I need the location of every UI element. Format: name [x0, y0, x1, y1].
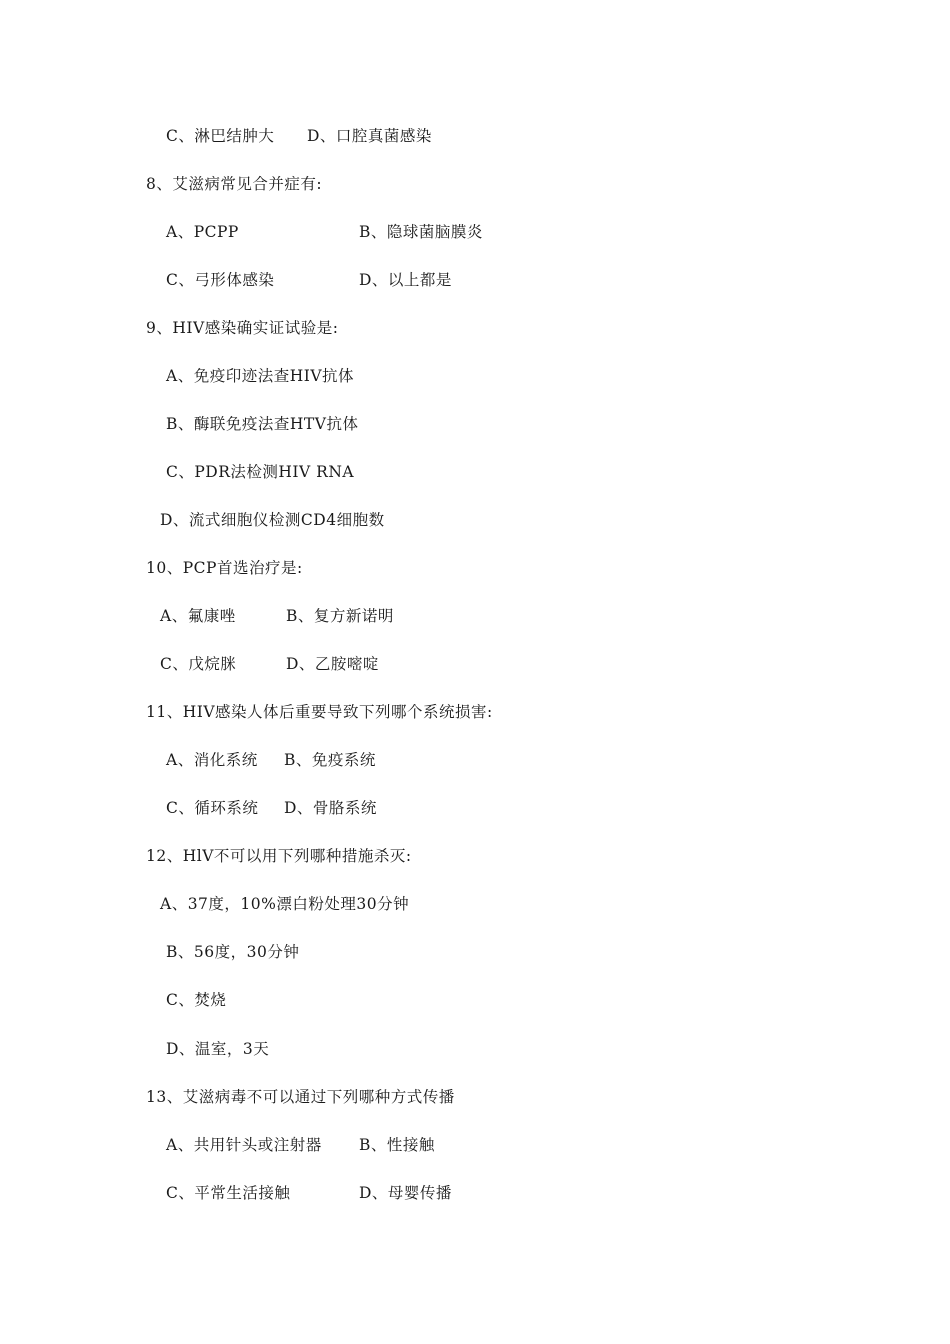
q7-option-d: D、口腔真菌感染	[307, 127, 432, 145]
q8-option-d: D、以上都是	[359, 271, 452, 289]
q10-option-a: A、氟康唑	[160, 607, 236, 625]
q12-option-a: A、37度，10%漂白粉处理30分钟	[160, 895, 410, 913]
q13-option-a: A、共用针头或注射器	[166, 1136, 322, 1154]
q12-option-c: C、焚烧	[166, 991, 227, 1009]
q9-stem: 9、HIV感染确实证试验是:	[146, 319, 339, 337]
q13-option-c: C、平常生活接触	[166, 1184, 291, 1202]
q8-option-c: C、弓形体感染	[166, 271, 275, 289]
q11-option-a: A、消化系统	[166, 751, 258, 769]
q12-stem: 12、HlV不可以用下列哪种措施杀灭:	[146, 847, 412, 865]
q13-option-b: B、性接触	[359, 1136, 435, 1154]
q10-option-d: D、乙胺嘧啶	[286, 655, 379, 673]
q8-stem: 8、艾滋病常见合并症有:	[146, 175, 323, 193]
q9-option-d: D、流式细胞仪检测CD4细胞数	[160, 511, 385, 529]
q10-option-b: B、复方新诺明	[286, 607, 394, 625]
q12-option-d: D、温室，3天	[166, 1040, 270, 1058]
q10-option-c: C、戊烷脒	[160, 655, 237, 673]
q9-option-c: C、PDR法检测HIV RNA	[166, 463, 355, 481]
q9-option-a: A、免疫印迹法查HIV抗体	[166, 367, 355, 385]
q13-option-d: D、母婴传播	[359, 1184, 452, 1202]
q11-option-b: B、免疫系统	[284, 751, 376, 769]
q12-option-b: B、56度，30分钟	[166, 943, 300, 961]
q11-stem: 11、HIV感染人体后重要导致下列哪个系统损害:	[146, 703, 493, 721]
q13-stem: 13、艾滋病毒不可以通过下列哪种方式传播	[146, 1088, 455, 1106]
q8-option-b: B、隐球菌脑膜炎	[359, 223, 483, 241]
q10-stem: 10、PCP首选治疗是:	[146, 559, 303, 577]
q9-option-b: B、酶联免疫法查HTV抗体	[166, 415, 359, 433]
q7-option-c: C、淋巴结肿大	[166, 127, 275, 145]
q11-option-c: C、循环系统	[166, 799, 259, 817]
q11-option-d: D、骨胳系统	[284, 799, 377, 817]
q8-option-a: A、PCPP	[166, 223, 239, 241]
